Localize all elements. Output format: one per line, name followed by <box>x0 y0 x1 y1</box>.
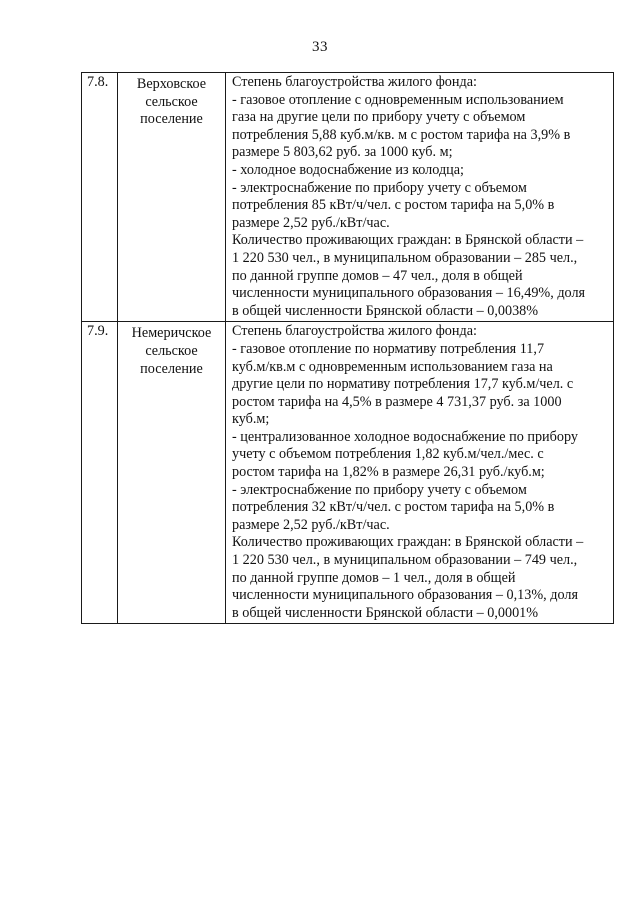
row-number: 7.8. <box>82 73 118 322</box>
description-line: размере 5 803,62 руб. за 1000 куб. м; <box>232 144 453 161</box>
description-line: размере 2,52 руб./кВт/час. <box>232 214 390 231</box>
description-line: Степень благоустройства жилого фонда: <box>232 323 477 340</box>
settlement-name <box>118 322 226 624</box>
description-line: газа на другие цели по прибору учету с объемом <box>232 109 526 126</box>
description-line: - газовое отопление с одновременным использованием <box>232 91 564 108</box>
settlement-description <box>226 322 614 624</box>
description-line: куб.м/кв.м с одновременным использованием газа на <box>232 358 553 375</box>
description-line: - газовое отопление по нормативу потребления 11,7 <box>232 340 545 357</box>
settlement-description <box>226 73 614 322</box>
description-line: потребления 32 кВт/ч/чел. с ростом тарифа на 5,0% в <box>232 499 555 516</box>
table-row <box>82 73 614 322</box>
description-line: в общей численности Брянской области – 0,0038% <box>232 302 539 319</box>
settlement-name-line: Верховское <box>136 76 207 92</box>
settlement-name-line: поселение <box>140 111 203 128</box>
description-line: по данной группе домов – 47 чел., доля в общей <box>232 267 523 284</box>
description-line: 1 220 530 чел., в муниципальном образовании – 749 чел., <box>232 552 578 569</box>
description-line: потребления 5,88 куб.м/кв. м с ростом тарифа на 3,9% в <box>232 126 571 143</box>
settlement-name <box>118 73 226 322</box>
description-line: по данной группе домов – 1 чел., доля в общей <box>232 569 516 586</box>
description-line: - холодное водоснабжение из колодца; <box>232 161 464 178</box>
settlement-name-line: сельское <box>145 342 198 359</box>
description-line: в общей численности Брянской области – 0,0001% <box>232 604 539 621</box>
description-line: - электроснабжение по прибору учету с объемом <box>232 481 527 498</box>
description-line: 1 220 530 чел., в муниципальном образовании – 285 чел., <box>232 249 578 266</box>
description-line: ростом тарифа на 1,82% в размере 26,31 руб./куб.м; <box>232 464 545 481</box>
table-row <box>82 322 614 624</box>
settlements-table <box>81 72 614 624</box>
settlement-name-line: поселение <box>140 360 203 377</box>
description-line: потребления 85 кВт/ч/чел. с ростом тарифа на 5,0% в <box>232 197 555 214</box>
description-line: размере 2,52 руб./кВт/час. <box>232 516 390 533</box>
description-line: Степень благоустройства жилого фонда: <box>232 74 477 90</box>
settlement-name-line: Немеричское <box>131 325 212 342</box>
description-line: - электроснабжение по прибору учету с объемом <box>232 179 527 196</box>
description-line: - централизованное холодное водоснабжение по прибору <box>232 428 578 445</box>
description-line: Количество проживающих граждан: в Брянской области – <box>232 534 584 551</box>
settlement-name-line: сельское <box>145 93 198 110</box>
row-number: 7.9. <box>82 322 118 624</box>
description-line: Количество проживающих граждан: в Брянской области – <box>232 232 584 249</box>
description-line: ростом тарифа на 4,5% в размере 4 731,37 руб. за 1000 <box>232 393 562 410</box>
description-line: учету с объемом потребления 1,82 куб.м/чел./мес. с <box>232 446 544 463</box>
description-line: численности муниципального образования – 0,13%, доля <box>232 587 578 604</box>
description-line: численности муниципального образования – 16,49%, доля <box>232 285 586 302</box>
page-number: 33 <box>312 39 328 55</box>
description-line: куб.м; <box>232 411 270 428</box>
description-line: другие цели по нормативу потребления 17,7 куб.м/чел. с <box>232 376 574 393</box>
